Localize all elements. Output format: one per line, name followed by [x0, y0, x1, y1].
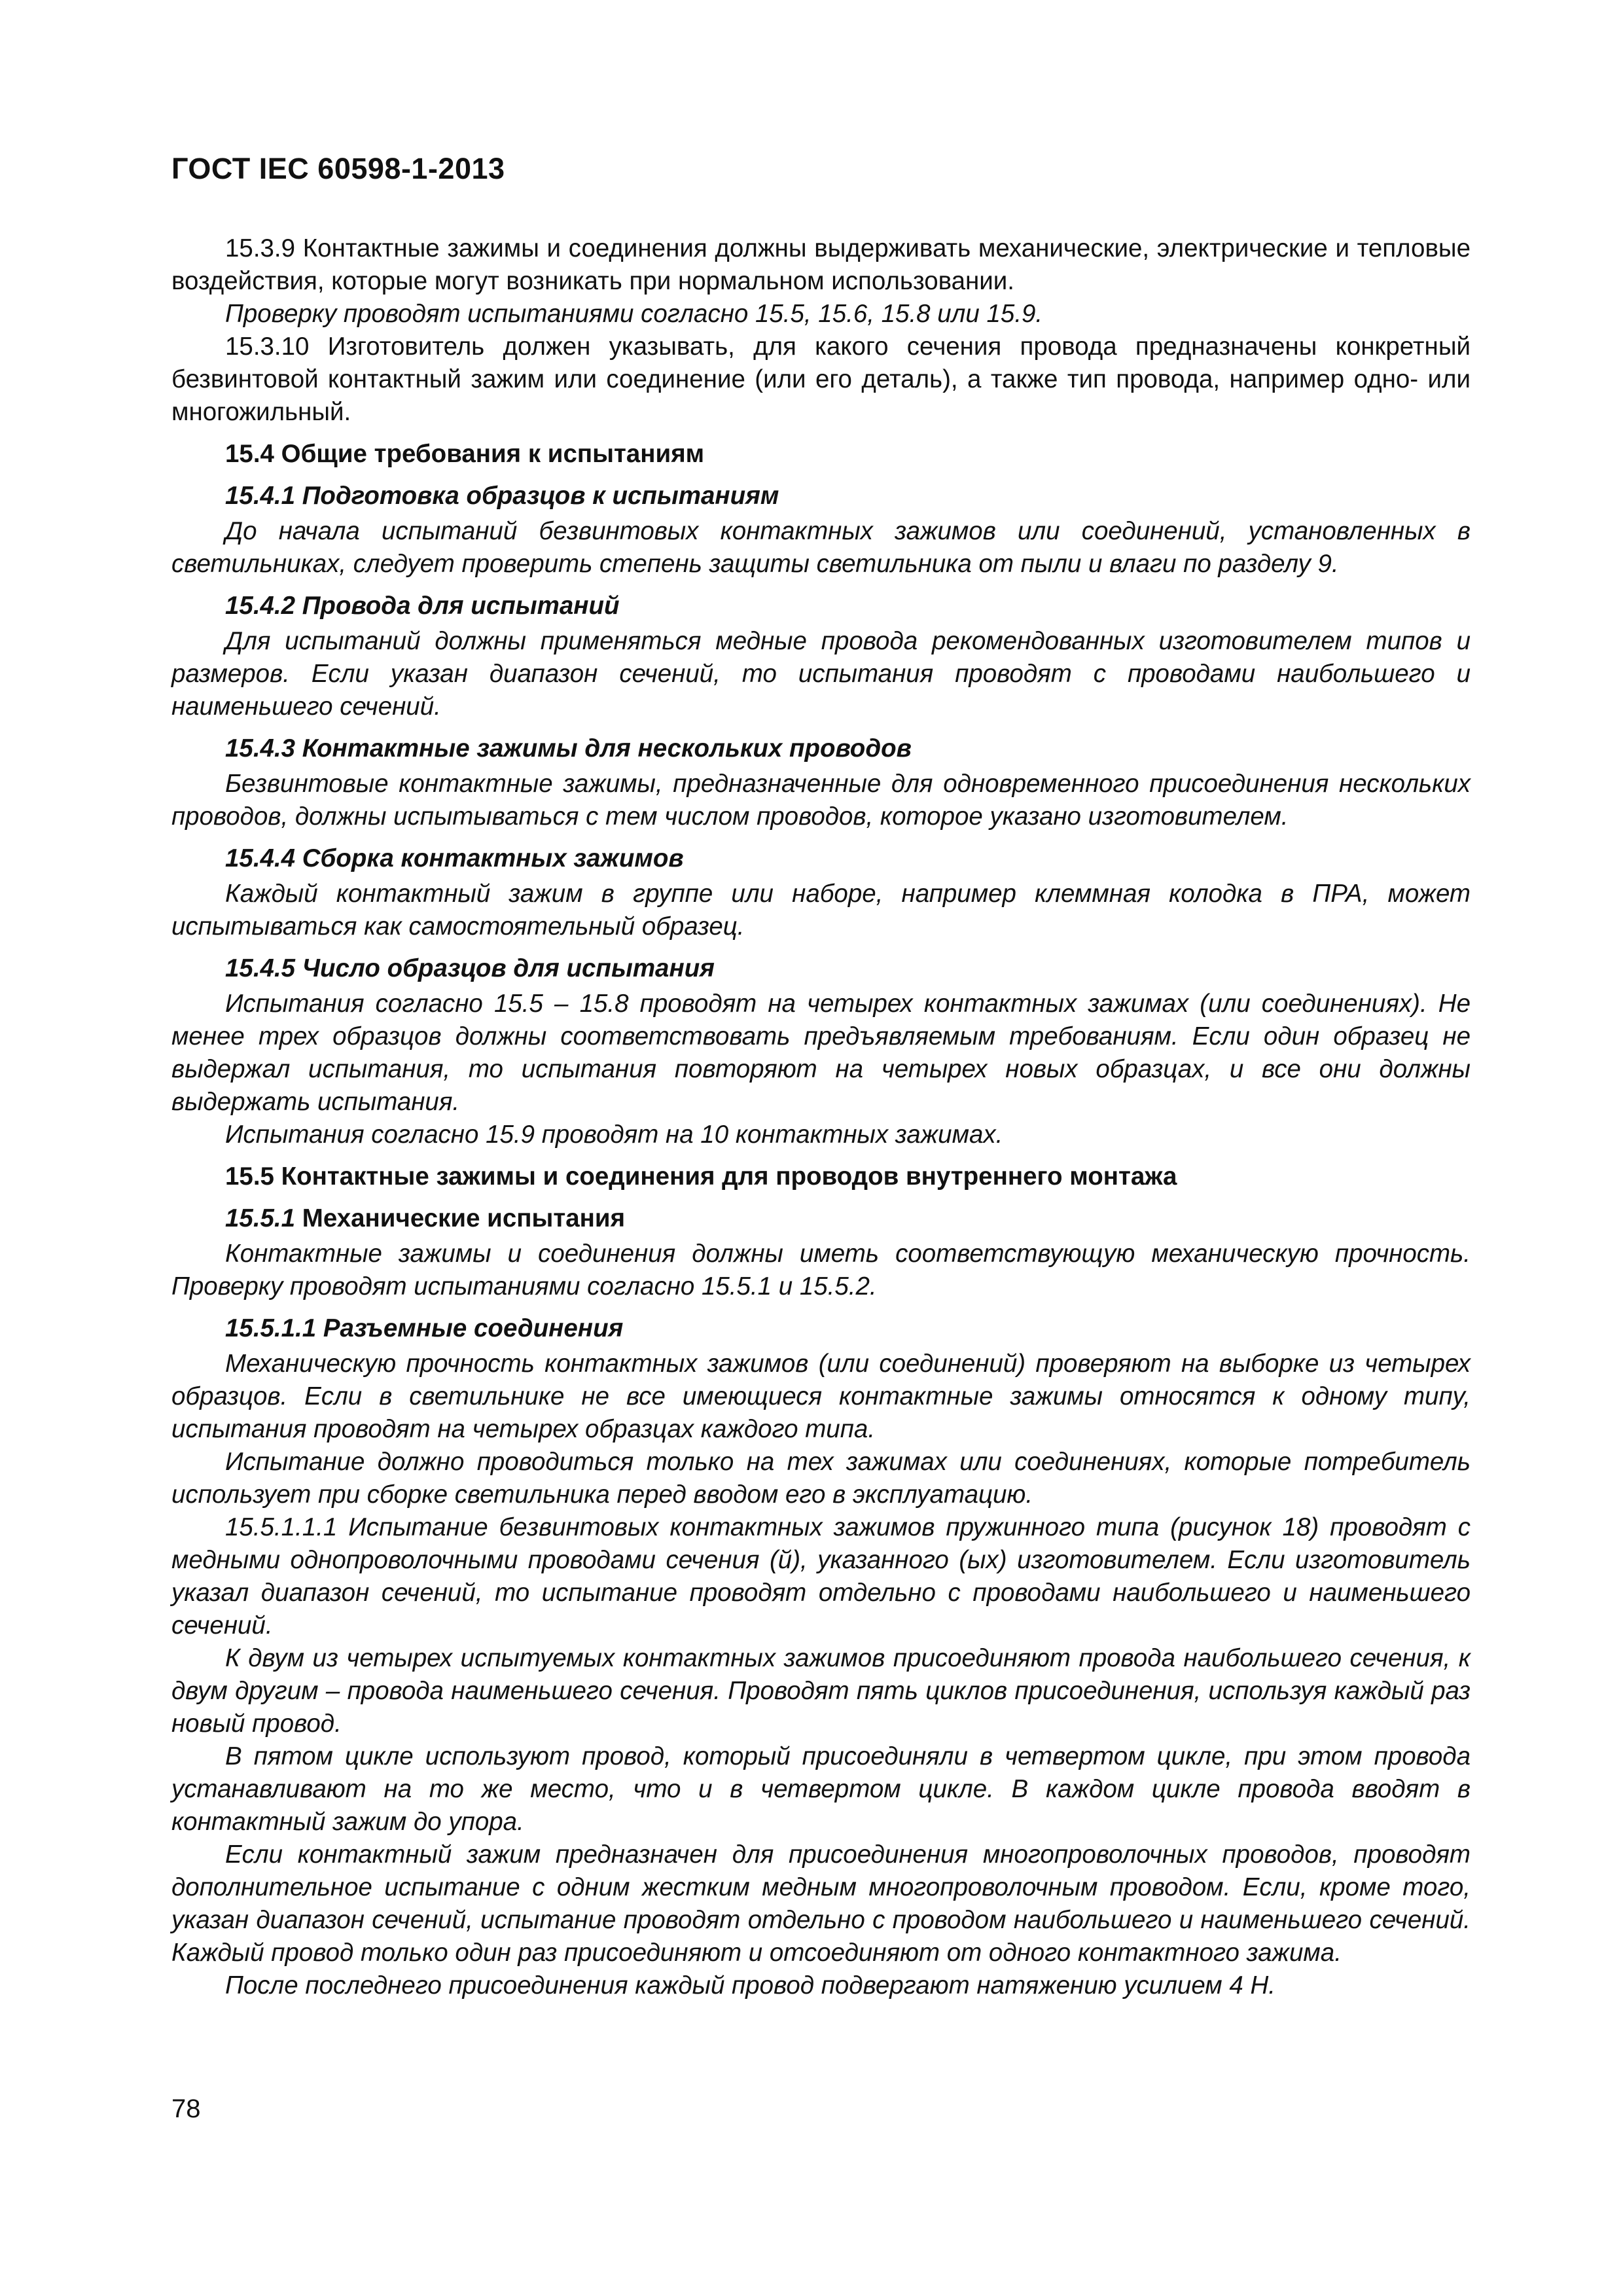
heading-15-5-1-number: 15.5.1 — [225, 1204, 296, 1232]
paragraph-15-4-1: До начала испытаний безвинтовых контактных зажимов или соединений, установленных в светильниках, следует проверить степень защиты светильника от пыли и влаги по разделу 9. — [171, 517, 1471, 578]
paragraph-15-5-1-1-b: Испытание должно проводиться только на тех зажимах или соединениях, которые потребитель использует при сборке светильника перед вводом его в эксплуатацию. — [171, 1448, 1471, 1509]
paragraph-verification: Проверку проводят испытаниями согласно 15.5, 15.6, 15.8 или 15.9. — [225, 300, 1043, 328]
heading-15-5-1 — [171, 1202, 1471, 1235]
paragraph-15-5-1-1-a: Механическую прочность контактных зажимов (или соединений) проверяют на выборке из четырех образцов. Если в светильнике не все имеющиеся контактные зажимы относятся к одному типу, испытания проводят на четырех образцах каждого типа. — [171, 1350, 1471, 1443]
heading-15-5: 15.5 Контактные зажимы и соединения для проводов внутреннего монтажа — [225, 1162, 1177, 1191]
paragraph-15-5-1-1-d: К двум из четырех испытуемых контактных зажимов присоединяют провода наибольшего сечения, к двум другим – провода наименьшего сечения. Проводят пять циклов присоединения, используя каждый раз новый провод. — [171, 1644, 1471, 1738]
paragraph-15-4-5-b: Испытания согласно 15.9 проводят на 10 контактных зажимах. — [225, 1121, 1003, 1149]
paragraph-15-3-10: 15.3.10 Изготовитель должен указывать, для какого сечения провода предназначены конкретный безвинтовой контактный зажим или соединение (или его деталь), а также тип провода, например одно- или многожильный. — [171, 332, 1471, 426]
paragraph-15-5-1-1-1: 15.5.1.1.1 Испытание безвинтовых контактных зажимов пружинного типа (рисунок 18) проводят с медными однопроволочными проводами сечения (й), указанного (ых) изготовителем. Если изготовитель указал диапазон сечений, то испытание проводят отдельно с проводами наибольшего и наименьшего сечений. — [171, 1513, 1471, 1640]
paragraph-15-5-1-1-f: Если контактный зажим предназначен для присоединения многопроволочных проводов, проводят дополнительное испытание с одним жестким медным многопроволочным проводом. Если, кроме того, указан диапазон сечений, испытание проводят отдельно с проводом наибольшего и наименьшего сечений. Каждый провод только один раз присоединяют и отсоединяют от одного контактного зажима. — [171, 1840, 1471, 1967]
heading-15-4-1: 15.4.1 Подготовка образцов к испытаниям — [225, 482, 779, 510]
paragraph-15-4-5-a: Испытания согласно 15.5 – 15.8 проводят на четырех контактных зажимах (или соединениях). Не менее трех образцов должны соответствовать предъявляемым требованиям. Если один образец не выдержал испытания, то испытания повторяют на четырех новых образцах, и все они должны выдержать испытания. — [171, 990, 1471, 1116]
paragraph-15-5-1-1-e: В пятом цикле используют провод, который присоединяли в четвертом цикле, при этом провода устанавливают на то же место, что и в четвертом цикле. В каждом цикле провода вводят в контактный зажим до упора. — [171, 1742, 1471, 1836]
paragraph-15-5-1-1-g: После последнего присоединения каждый провод подвергают натяжению усилием 4 Н. — [225, 1971, 1276, 2000]
heading-15-5-1-text: Механические испытания — [295, 1204, 626, 1232]
paragraph-15-3-9: 15.3.9 Контактные зажимы и соединения должны выдерживать механические, электрические и тепловые воздействия, которые могут возникать при нормальном использовании. — [171, 234, 1471, 295]
paragraph-15-4-2: Для испытаний должны применяться медные провода рекомендованных изготовителем типов и размеров. Если указан диапазон сечений, то испытания проводят с проводами наибольшего и наименьшего сечений. — [171, 627, 1471, 721]
heading-15-4-3: 15.4.3 Контактные зажимы для нескольких проводов — [225, 734, 912, 762]
document-header: ГОСТ IEC 60598-1-2013 — [171, 152, 505, 185]
heading-15-4-4: 15.4.4 Сборка контактных зажимов — [225, 844, 684, 872]
heading-15-4-2: 15.4.2 Провода для испытаний — [225, 592, 620, 620]
paragraph-15-4-3: Безвинтовые контактные зажимы, предназначенные для одновременного присоединения нескольких проводов, должны испытываться с тем числом проводов, которое указано изготовителем. — [171, 770, 1471, 831]
page-number: 78 — [171, 2094, 201, 2123]
document-body — [171, 232, 1471, 2002]
paragraph-15-5-1: Контактные зажимы и соединения должны иметь соответствующую механическую прочность. Проверку проводят испытаниями согласно 15.5.1 и 15.5.2. — [171, 1240, 1471, 1300]
heading-15-4-5: 15.4.5 Число образцов для испытания — [225, 954, 715, 982]
paragraph-15-4-4: Каждый контактный зажим в группе или наборе, например клеммная колодка в ПРА, может испытываться как самостоятельный образец. — [171, 880, 1471, 941]
heading-15-4: 15.4 Общие требования к испытаниям — [225, 440, 705, 468]
heading-15-5-1-1: 15.5.1.1 Разъемные соединения — [225, 1314, 624, 1342]
